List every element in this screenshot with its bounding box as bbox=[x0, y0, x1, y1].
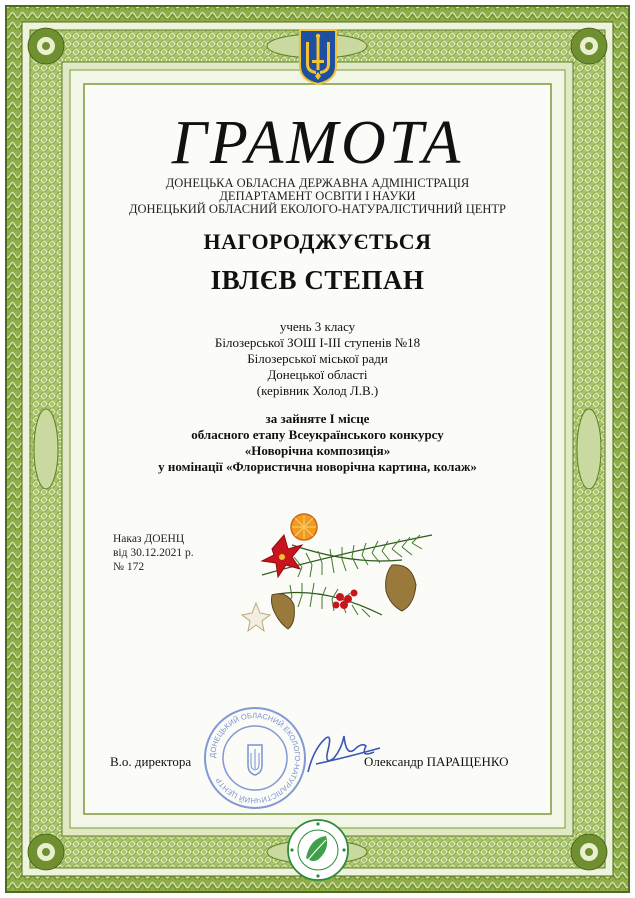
recipient-region: Донецької області bbox=[267, 367, 368, 382]
recipient-grade: учень 3 класу bbox=[279, 319, 356, 334]
achievement-contest-stage: обласного етапу Всеукраїнського конкурсу bbox=[191, 427, 444, 442]
christmas-decoration-icon bbox=[232, 505, 446, 643]
director-title: В.о. директора bbox=[110, 754, 192, 769]
order-reference bbox=[113, 532, 194, 574]
header-line-region-administration: ДОНЕЦЬКА ОБЛАСНА ДЕРЖАВНА АДМІНІСТРАЦІЯ bbox=[165, 176, 470, 190]
recipient-supervisor: (керівник Холод Л.В.) bbox=[256, 383, 379, 398]
achievement-place: за зайняте І місце bbox=[265, 411, 370, 426]
recipient-school: Білозерської ЗОШ І-ІІІ ступенів №18 bbox=[214, 335, 421, 350]
eco-center-logo-icon bbox=[286, 818, 350, 882]
recipient-council: Білозерської міської ради bbox=[247, 351, 388, 366]
ukraine-coat-of-arms-icon bbox=[298, 28, 338, 86]
order-line-1: Наказ ДОЕНЦ bbox=[113, 533, 185, 545]
achievement-nomination: у номінації «Флористична новорічна картина, колаж» bbox=[158, 459, 477, 474]
order-line-3: № 172 bbox=[113, 561, 145, 573]
header-line-education-department: ДЕПАРТАМЕНТ ОСВІТИ І НАУКИ bbox=[219, 189, 416, 203]
recipient-name: ІВЛЄВ СТЕПАН bbox=[210, 265, 425, 295]
director-name: Олександр ПАРАЩЕНКО bbox=[364, 754, 509, 769]
awarded-label: НАГОРОДЖУЄТЬСЯ bbox=[203, 229, 432, 254]
signature-icon bbox=[304, 728, 384, 778]
header-line-eco-center: ДОНЕЦЬКИЙ ОБЛАСНИЙ ЕКОЛОГО-НАТУРАЛІСТИЧНИЙ ЦЕНТР bbox=[128, 202, 506, 216]
achievement-contest-name: «Новорічна композиція» bbox=[244, 443, 391, 458]
certificate-title: ГРАМОТА bbox=[171, 109, 464, 177]
order-line-2: від 30.12.2021 р. bbox=[113, 547, 194, 559]
stamp-text: ДОНЕЦЬКИЙ ОБЛАСНИЙ ЕКОЛОГО-НАТУРАЛІСТИЧНИЙ ЦЕНТР bbox=[207, 710, 303, 806]
official-stamp-icon bbox=[202, 705, 308, 811]
